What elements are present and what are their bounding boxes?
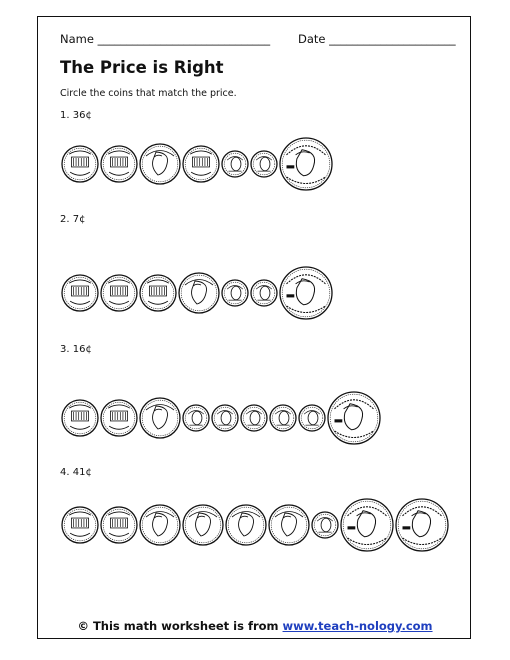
problem-1-label: 1. 36¢ <box>60 110 92 121</box>
name-field-label[interactable]: Name ______________________________ <box>60 32 271 46</box>
instructions: Circle the coins that match the price. <box>60 88 237 99</box>
date-field-label[interactable]: Date ______________________ <box>298 32 456 46</box>
worksheet-border <box>37 16 471 639</box>
footer-text: © This math worksheet is from <box>77 619 283 633</box>
footer <box>0 619 510 633</box>
worksheet-title: The Price is Right <box>60 58 224 77</box>
problem-2-label: 2. 7¢ <box>60 214 86 225</box>
problem-3-label: 3. 16¢ <box>60 344 92 355</box>
problem-4-label: 4. 41¢ <box>60 467 92 478</box>
footer-link[interactable]: www.teach-nology.com <box>282 619 433 633</box>
